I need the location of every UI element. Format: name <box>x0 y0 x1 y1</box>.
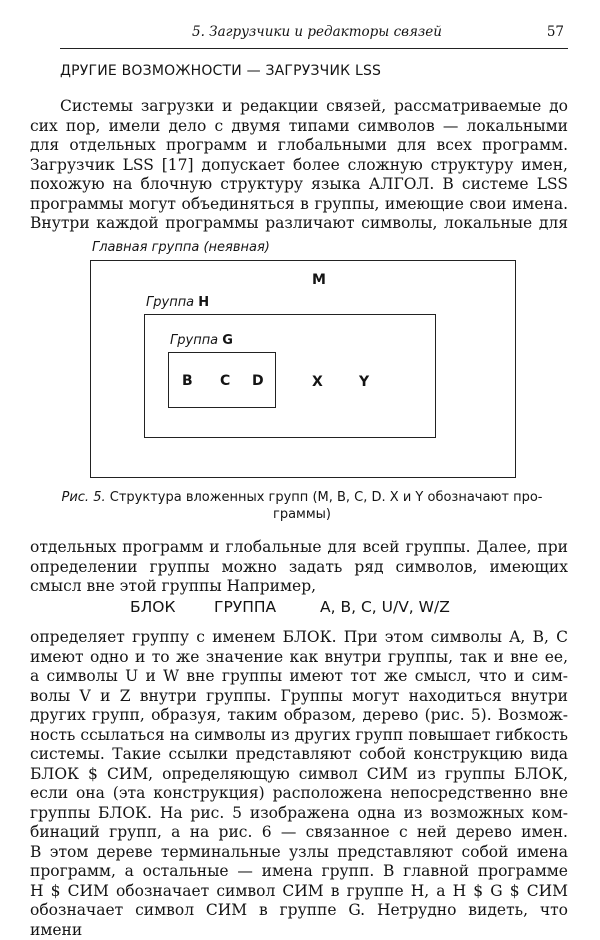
caption-label: Рис. 5. <box>61 490 106 505</box>
text-line: похожую на блочную структуру языка АЛГОЛ. В системе LSS <box>30 175 568 193</box>
group-h-name: H <box>198 295 210 310</box>
program-m-label: M <box>312 272 326 288</box>
text-line: системы. Такие ссылки представляют собой конструкцию вида <box>30 745 568 763</box>
text-line: ность ссылаться на символы из других групп повышает гибкость <box>30 725 568 744</box>
text-line: других групп, образуя, таким образом, дерево (рис. 5). Возмож- <box>30 706 568 724</box>
text-line: волы V и Z внутри группы. Группы могут находиться внутри <box>30 686 568 705</box>
text-line: сих пор, имели дело с двумя типами символов — локальными <box>30 116 568 135</box>
paragraph-2 <box>30 538 568 597</box>
example-keyword: ГРУППА <box>214 598 277 616</box>
text-line: В этом дереве терминальные узлы представляют собой имена <box>30 842 568 861</box>
text-line: для отдельных программ и глобальными для всех программ. <box>30 136 568 154</box>
text-line: Внутри каждой программы различают символы, локальные для <box>30 214 568 232</box>
group-h-label: Группа H <box>146 295 210 310</box>
text-line: если она (эта конструкция) расположена непосредственно вне <box>30 784 568 802</box>
section-title: ДРУГИЕ ВОЗМОЖНОСТИ — ЗАГРУЗЧИК LSS <box>60 63 382 79</box>
paragraph-1 <box>30 97 568 234</box>
figure-caption <box>36 489 568 523</box>
text-line: имеют одно и то же значение как внутри группы, так и вне ее, <box>30 647 568 666</box>
text-line: Системы загрузки и редакции связей, рассматриваемые до <box>60 97 568 115</box>
text-line: определении группы можно задать ряд символов, имеющих <box>30 557 568 576</box>
example-block-name: БЛОК <box>130 598 176 616</box>
text-line: отдельных программ и глобальные для всей группы. Далее, при <box>30 538 568 556</box>
running-header <box>60 22 568 49</box>
text-line: Загрузчик LSS [17] допускает более сложную структуру имен, <box>30 155 568 174</box>
caption-text: Структура вложенных групп (M, B, C, D. X и Y обозначают про- <box>109 490 543 505</box>
program-c-label: C <box>220 373 231 389</box>
program-b-label: B <box>182 373 193 389</box>
program-d-label: D <box>252 373 264 389</box>
group-g-name: G <box>222 333 233 348</box>
program-y-label: Y <box>359 374 370 390</box>
text-line: программы могут объединяться в группы, имеющие свои имена. <box>30 194 568 213</box>
example-arguments: A, B, C, U/V, W/Z <box>320 598 450 616</box>
program-x-label: X <box>312 374 323 390</box>
text-line: бинаций групп, а на рис. 6 — связанное с ней дерево имен. <box>30 823 568 841</box>
text-line: определяет группу с именем БЛОК. При этом символы A, B, C <box>30 628 568 646</box>
text-line: программ, а остальные — имена групп. В главной программе <box>30 862 568 880</box>
main-group-label: Главная группа (неявная) <box>92 240 270 255</box>
text-line: БЛОК $ СИМ, определяющую символ СИМ из группы БЛОК, <box>30 764 568 783</box>
text-line: группы БЛОК. На рис. 5 изображена одна из возможных ком- <box>30 803 568 822</box>
group-g-label: Группа G <box>170 333 233 348</box>
caption-text-cont: граммы) <box>273 507 331 522</box>
text-line: смысл вне этой группы Например, <box>30 577 317 595</box>
text-line: а символы U и W вне группы имеют тот же смысл, что и сим- <box>30 667 568 685</box>
page-number: 57 <box>546 24 564 40</box>
paragraph-3 <box>30 628 568 940</box>
text-line: обозначает символ СИМ в группе G. Нетрудно видеть, что имени <box>30 901 568 939</box>
text-line: H $ СИМ обозначает символ СИМ в группе H, а H $ G $ СИМ <box>30 881 568 900</box>
figure-nested-groups <box>90 240 530 485</box>
running-title: 5. Загрузчики и редакторы связей <box>192 24 442 40</box>
